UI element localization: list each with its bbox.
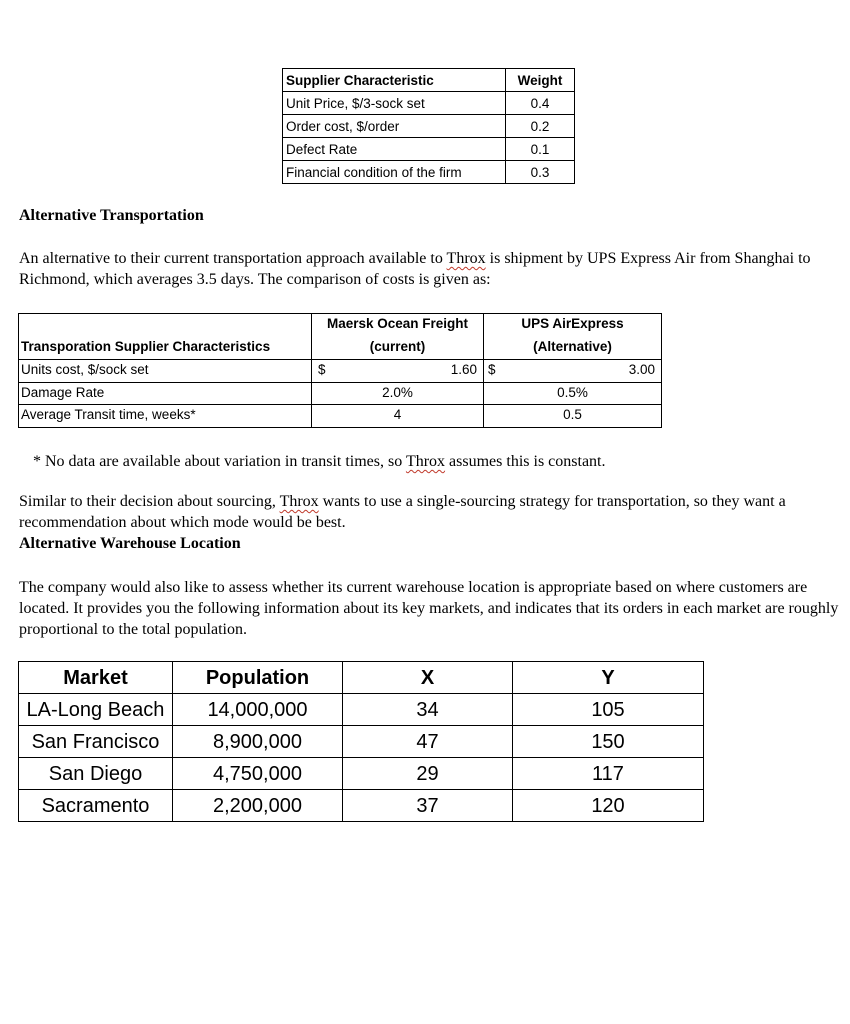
population-cell: 14,000,000 [173,694,343,726]
header-population: Population [173,662,343,694]
weight-cell: 0.3 [506,161,575,184]
transport-comparison-table [18,313,662,428]
table-row [19,694,704,726]
alt-transport-heading: Alternative Transportation [19,207,204,224]
ups-damage-rate: 0.5% [557,385,588,400]
ups-transit-time: 0.5 [563,407,582,422]
y-cell: 105 [513,694,704,726]
table-header-row [283,69,575,92]
header-maersk-line2: (current) [369,339,426,354]
footnote-text: assumes this is constant. [445,453,606,470]
weight-cell: 0.4 [506,92,575,115]
header-y: Y [513,662,704,694]
para-text: wants to use a single-sourcing strategy for transportation, so they want a recommendation about which mode would be best. [19,493,786,531]
table-row [283,138,575,161]
y-cell: 150 [513,726,704,758]
footnote [33,451,833,472]
maersk-transit-time: 4 [393,407,402,422]
para-text: is shipment by UPS Express Air from Shanghai to Richmond, which averages 3.5 days. The comparison of costs is given as: [19,250,811,288]
table-row [283,115,575,138]
x-cell: 29 [343,758,513,790]
ups-unit-cost: 3.00 [628,362,655,377]
characteristic-cell: Unit Price, $/3-sock set [283,92,506,115]
market-cell: San Diego [19,758,173,790]
sourcing-paragraph [19,491,844,533]
throx-word: Throx [405,453,446,470]
header-maersk-line1: Maersk Ocean Freight [326,316,469,331]
characteristic-cell: Financial condition of the firm [283,161,506,184]
characteristic-cell: Defect Rate [283,138,506,161]
table-row [283,161,575,184]
header-characteristic: Supplier Characteristic [283,69,506,92]
characteristic-cell: Units cost, $/sock set [21,362,149,377]
y-cell: 117 [513,758,704,790]
table-header-row [19,662,704,694]
x-cell: 37 [343,790,513,822]
characteristic-cell: Damage Rate [21,385,105,400]
ups-currency: $ [488,362,496,377]
header-market: Market [19,662,173,694]
market-table [18,661,704,822]
table-row [19,790,704,822]
alt-warehouse-paragraph: The company would also like to assess whether its current warehouse location is appropriate based on where customers are located. It provides you the following information about its key markets, and indicates that its orders in each market are roughly proportional to the total population. [19,579,839,638]
alt-transport-paragraph [19,248,844,290]
population-cell: 8,900,000 [173,726,343,758]
throx-word: Throx [279,493,319,510]
table-row [283,92,575,115]
market-cell: San Francisco [19,726,173,758]
header-x: X [343,662,513,694]
throx-word: Throx [446,250,486,267]
para-text: An alternative to their current transportation approach available to [19,250,447,267]
header-characteristic: Transporation Supplier Characteristics [21,339,271,354]
characteristic-cell: Order cost, $/order [283,115,506,138]
y-cell: 120 [513,790,704,822]
x-cell: 34 [343,694,513,726]
para-text: Similar to their decision about sourcing, [19,493,280,510]
header-weight: Weight [506,69,575,92]
market-cell: Sacramento [19,790,173,822]
x-cell: 47 [343,726,513,758]
maersk-currency: $ [318,362,326,377]
weight-cell: 0.2 [506,115,575,138]
table-row [19,758,704,790]
market-cell: LA-Long Beach [19,694,173,726]
population-cell: 4,750,000 [173,758,343,790]
maersk-damage-rate: 2.0% [382,385,413,400]
characteristic-cell: Average Transit time, weeks* [21,407,196,422]
weight-cell: 0.1 [506,138,575,161]
maersk-unit-cost: 1.60 [450,362,477,377]
supplier-characteristics-table [282,68,575,184]
header-ups-line1: UPS AirExpress [521,316,624,331]
header-ups-line2: (Alternative) [533,339,612,354]
alt-warehouse-heading: Alternative Warehouse Location [19,535,241,552]
table-row [19,726,704,758]
population-cell: 2,200,000 [173,790,343,822]
footnote-text: * No data are available about variation in transit times, so [33,453,406,470]
